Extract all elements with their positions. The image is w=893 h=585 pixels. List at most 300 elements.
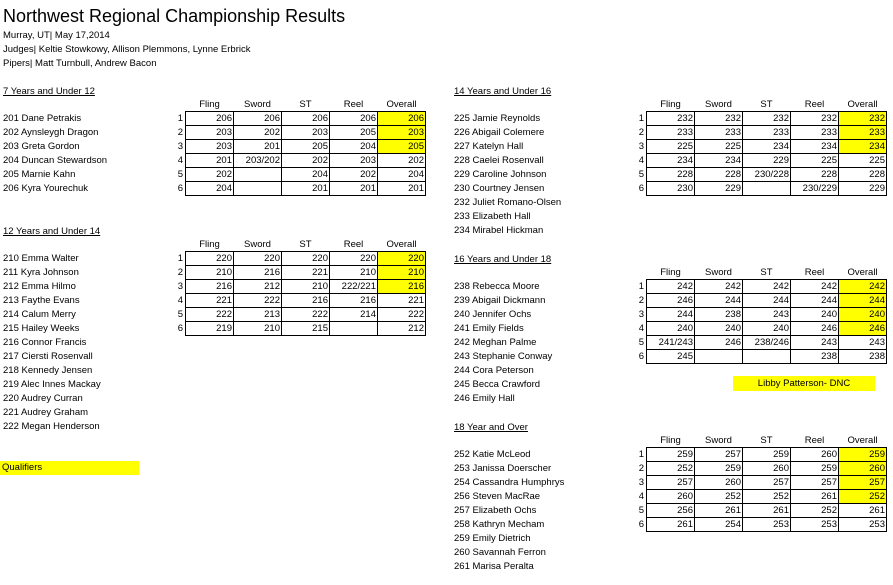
table-header-row bbox=[633, 266, 887, 280]
competitor-name: 220 Audrey Curran bbox=[3, 393, 83, 404]
score-cell-sword: 203/202 bbox=[234, 154, 282, 168]
competitor-name: 234 Mirabel Hickman bbox=[454, 225, 544, 236]
score-cell-reel: 238 bbox=[791, 350, 839, 364]
score-cell-overall: 228 bbox=[839, 168, 887, 182]
score-cell-overall: 246 bbox=[839, 322, 887, 336]
score-cell-sword: 225 bbox=[695, 140, 743, 154]
place-number: 2 bbox=[177, 267, 183, 278]
score-cell-overall: 222 bbox=[378, 308, 426, 322]
score-cell-st: 229 bbox=[743, 154, 791, 168]
place-number: 3 bbox=[638, 477, 644, 488]
score-cell-fling: 261 bbox=[647, 518, 695, 532]
score-cell-st: 201 bbox=[282, 182, 330, 196]
score-cell-reel: 214 bbox=[330, 308, 378, 322]
table-row bbox=[633, 448, 887, 462]
competitor-name: 215 Hailey Weeks bbox=[3, 323, 80, 334]
score-cell-reel: 242 bbox=[791, 280, 839, 294]
column-header-st: ST bbox=[760, 99, 773, 110]
score-cell-sword: 210 bbox=[234, 322, 282, 336]
placings-table bbox=[172, 98, 426, 196]
score-cell-fling: 256 bbox=[647, 504, 695, 518]
score-cell-st: 242 bbox=[743, 280, 791, 294]
score-cell-overall: 257 bbox=[839, 476, 887, 490]
score-cell-overall: 204 bbox=[378, 168, 426, 182]
score-cell-sword: 222 bbox=[234, 294, 282, 308]
score-cell-fling: 220 bbox=[186, 252, 234, 266]
table-row bbox=[633, 294, 887, 308]
column-header-reel: Reel bbox=[804, 435, 825, 446]
competitor-name: 242 Meghan Palme bbox=[454, 337, 537, 348]
score-cell-sword bbox=[695, 350, 743, 364]
score-cell-overall: 259 bbox=[839, 448, 887, 462]
section-title: 14 Years and Under 16 bbox=[454, 86, 552, 97]
place-number: 5 bbox=[177, 309, 183, 320]
score-cell-sword: 238 bbox=[695, 308, 743, 322]
score-cell-sword: 252 bbox=[695, 490, 743, 504]
score-cell-sword: 232 bbox=[695, 112, 743, 126]
score-cell-fling: 252 bbox=[647, 462, 695, 476]
score-cell-st: 252 bbox=[743, 490, 791, 504]
table-row bbox=[172, 154, 426, 168]
placings-table bbox=[633, 266, 887, 364]
competitor-name: 214 Calum Merry bbox=[3, 309, 76, 320]
score-cell-fling: 257 bbox=[647, 476, 695, 490]
column-header-sword: Sword bbox=[244, 99, 271, 110]
place-number: 4 bbox=[177, 295, 183, 306]
place-number: 2 bbox=[638, 295, 644, 306]
competitor-name: 238 Rebecca Moore bbox=[454, 281, 540, 292]
score-cell-st: 253 bbox=[743, 518, 791, 532]
competitor-name: 239 Abigail Dickmann bbox=[454, 295, 546, 306]
competitor-name: 221 Audrey Graham bbox=[3, 407, 89, 418]
column-header-fling: Fling bbox=[199, 99, 220, 110]
score-cell-fling: 222 bbox=[186, 308, 234, 322]
score-cell-overall: 206 bbox=[378, 112, 426, 126]
place-number: 3 bbox=[177, 281, 183, 292]
table-row bbox=[633, 126, 887, 140]
score-cell-overall: 212 bbox=[378, 322, 426, 336]
score-cell-fling: 242 bbox=[647, 280, 695, 294]
column-header-fling: Fling bbox=[660, 435, 681, 446]
column-header-reel: Reel bbox=[343, 99, 364, 110]
table-row bbox=[633, 140, 887, 154]
score-cell-sword: 257 bbox=[695, 448, 743, 462]
score-cell-st: 203 bbox=[282, 126, 330, 140]
place-number: 5 bbox=[177, 169, 183, 180]
score-cell-fling: 245 bbox=[647, 350, 695, 364]
score-cell-st: 205 bbox=[282, 140, 330, 154]
competitor-name: 211 Kyra Johnson bbox=[3, 267, 79, 278]
competitor-name: 243 Stephanie Conway bbox=[454, 351, 553, 362]
score-cell-fling: 230 bbox=[647, 182, 695, 196]
column-header-fling: Fling bbox=[199, 239, 220, 250]
score-cell-fling: 233 bbox=[647, 126, 695, 140]
score-cell-overall: 234 bbox=[839, 140, 887, 154]
column-header-fling: Fling bbox=[660, 267, 681, 278]
column-header-sword: Sword bbox=[705, 267, 732, 278]
place-number: 6 bbox=[638, 183, 644, 194]
score-cell-fling: 240 bbox=[647, 322, 695, 336]
place-number: 1 bbox=[177, 113, 183, 124]
score-cell-fling: 219 bbox=[186, 322, 234, 336]
competitor-name: 219 Alec Innes Mackay bbox=[3, 379, 101, 390]
score-cell-reel: 201 bbox=[330, 182, 378, 196]
competitor-name: 257 Elizabeth Ochs bbox=[454, 505, 537, 516]
place-number: 4 bbox=[638, 155, 644, 166]
score-cell-overall: 260 bbox=[839, 462, 887, 476]
table-header-row bbox=[633, 98, 887, 112]
table-header-row bbox=[633, 434, 887, 448]
score-cell-st: 261 bbox=[743, 504, 791, 518]
score-cell-st: 257 bbox=[743, 476, 791, 490]
place-number: 5 bbox=[638, 505, 644, 516]
competitor-name: 245 Becca Crawford bbox=[454, 379, 541, 390]
page-title: Northwest Regional Championship Results bbox=[3, 6, 346, 26]
competitor-name: 259 Emily Dietrich bbox=[454, 533, 531, 544]
score-cell-st bbox=[743, 350, 791, 364]
score-cell-overall: 202 bbox=[378, 154, 426, 168]
table-row bbox=[633, 168, 887, 182]
competitor-name: 228 Caelei Rosenvall bbox=[454, 155, 544, 166]
score-cell-overall: 233 bbox=[839, 126, 887, 140]
column-header-st: ST bbox=[299, 239, 312, 250]
competitor-name: 216 Connor Francis bbox=[3, 337, 87, 348]
score-cell-fling: 210 bbox=[186, 266, 234, 280]
place-number: 6 bbox=[177, 183, 183, 194]
score-cell-overall: 225 bbox=[839, 154, 887, 168]
score-cell-sword: 261 bbox=[695, 504, 743, 518]
score-cell-overall: 242 bbox=[839, 280, 887, 294]
score-cell-st bbox=[743, 182, 791, 196]
score-cell-sword: 228 bbox=[695, 168, 743, 182]
competitor-name: 201 Dane Petrakis bbox=[3, 113, 82, 124]
score-cell-sword bbox=[234, 182, 282, 196]
score-cell-sword: 259 bbox=[695, 462, 743, 476]
event-location-date: Murray, UT| May 17,2014 bbox=[3, 30, 110, 41]
qualifiers-legend: Qualifiers bbox=[0, 461, 139, 475]
table-row bbox=[633, 322, 887, 336]
score-cell-sword: 229 bbox=[695, 182, 743, 196]
table-row bbox=[633, 504, 887, 518]
score-cell-sword: 234 bbox=[695, 154, 743, 168]
place-number: 3 bbox=[638, 309, 644, 320]
score-cell-st: 222 bbox=[282, 308, 330, 322]
competitor-name: 254 Cassandra Humphrys bbox=[454, 477, 565, 488]
score-cell-reel: 210 bbox=[330, 266, 378, 280]
column-header-reel: Reel bbox=[343, 239, 364, 250]
header-spacer bbox=[633, 434, 647, 448]
place-number: 1 bbox=[638, 113, 644, 124]
score-cell-st: 232 bbox=[743, 112, 791, 126]
competitor-name: 230 Courtney Jensen bbox=[454, 183, 545, 194]
competitor-name: 232 Juliet Romano-Olsen bbox=[454, 197, 562, 208]
score-cell-overall: 201 bbox=[378, 182, 426, 196]
place-number: 4 bbox=[638, 491, 644, 502]
section-title: 12 Years and Under 14 bbox=[3, 226, 101, 237]
score-cell-sword: 240 bbox=[695, 322, 743, 336]
competitor-name: 233 Elizabeth Hall bbox=[454, 211, 531, 222]
column-header-overall: Overall bbox=[386, 99, 417, 110]
score-cell-sword: 202 bbox=[234, 126, 282, 140]
place-number: 5 bbox=[638, 337, 644, 348]
score-cell-overall: 243 bbox=[839, 336, 887, 350]
column-header-overall: Overall bbox=[386, 239, 417, 250]
table-row bbox=[172, 252, 426, 266]
column-header-st: ST bbox=[760, 267, 773, 278]
score-cell-fling: 228 bbox=[647, 168, 695, 182]
competitor-name: 217 Ciersti Rosenvall bbox=[3, 351, 93, 362]
competitor-name: 222 Megan Henderson bbox=[3, 421, 100, 432]
score-cell-reel: 244 bbox=[791, 294, 839, 308]
score-cell-reel: 260 bbox=[791, 448, 839, 462]
score-cell-st: 234 bbox=[743, 140, 791, 154]
competitor-name: 246 Emily Hall bbox=[454, 393, 515, 404]
pipers-line: Pipers| Matt Turnbull, Andrew Bacon bbox=[3, 58, 157, 69]
score-cell-st: 210 bbox=[282, 280, 330, 294]
column-header-overall: Overall bbox=[847, 435, 878, 446]
score-cell-st: 202 bbox=[282, 154, 330, 168]
table-row bbox=[633, 490, 887, 504]
table-row bbox=[172, 126, 426, 140]
column-header-overall: Overall bbox=[847, 99, 878, 110]
score-cell-reel: 206 bbox=[330, 112, 378, 126]
score-cell-overall: 238 bbox=[839, 350, 887, 364]
score-cell-reel: 216 bbox=[330, 294, 378, 308]
competitor-name: 227 Katelyn Hall bbox=[454, 141, 524, 152]
column-header-reel: Reel bbox=[804, 99, 825, 110]
score-cell-overall: 229 bbox=[839, 182, 887, 196]
place-number: 4 bbox=[177, 155, 183, 166]
place-number: 2 bbox=[638, 127, 644, 138]
table-row bbox=[633, 154, 887, 168]
header-spacer bbox=[172, 98, 186, 112]
score-cell-overall: 221 bbox=[378, 294, 426, 308]
judges-line: Judges| Keltie Stowkowy, Allison Plemmons, Lynne Erbrick bbox=[3, 44, 251, 55]
score-cell-sword: 242 bbox=[695, 280, 743, 294]
table-header-row bbox=[172, 98, 426, 112]
table-row bbox=[633, 308, 887, 322]
table-row bbox=[172, 294, 426, 308]
score-cell-st: 216 bbox=[282, 294, 330, 308]
score-cell-sword: 260 bbox=[695, 476, 743, 490]
score-cell-reel: 202 bbox=[330, 168, 378, 182]
score-cell-fling: 260 bbox=[647, 490, 695, 504]
score-cell-sword: 213 bbox=[234, 308, 282, 322]
table-row bbox=[172, 280, 426, 294]
table-row bbox=[172, 266, 426, 280]
score-cell-overall: 253 bbox=[839, 518, 887, 532]
competitor-name: 260 Savannah Ferron bbox=[454, 547, 546, 558]
score-cell-overall: 252 bbox=[839, 490, 887, 504]
score-cell-overall: 203 bbox=[378, 126, 426, 140]
score-cell-fling: 234 bbox=[647, 154, 695, 168]
score-cell-st: 238/246 bbox=[743, 336, 791, 350]
score-cell-fling: 202 bbox=[186, 168, 234, 182]
score-cell-fling: 259 bbox=[647, 448, 695, 462]
score-cell-st: 233 bbox=[743, 126, 791, 140]
score-cell-reel: 257 bbox=[791, 476, 839, 490]
column-header-sword: Sword bbox=[705, 435, 732, 446]
table-row bbox=[633, 280, 887, 294]
competitor-name: 212 Emma Hilmo bbox=[3, 281, 76, 292]
score-cell-overall: 261 bbox=[839, 504, 887, 518]
score-cell-overall: 210 bbox=[378, 266, 426, 280]
score-cell-sword: 220 bbox=[234, 252, 282, 266]
place-number: 1 bbox=[638, 281, 644, 292]
score-cell-st: 243 bbox=[743, 308, 791, 322]
score-cell-fling: 232 bbox=[647, 112, 695, 126]
score-cell-sword: 201 bbox=[234, 140, 282, 154]
table-row bbox=[633, 336, 887, 350]
score-cell-reel: 253 bbox=[791, 518, 839, 532]
table-row bbox=[633, 462, 887, 476]
score-cell-overall: 216 bbox=[378, 280, 426, 294]
score-cell-fling: 244 bbox=[647, 308, 695, 322]
competitor-name: 244 Cora Peterson bbox=[454, 365, 534, 376]
table-row bbox=[172, 112, 426, 126]
place-number: 1 bbox=[177, 253, 183, 264]
competitor-name: 256 Steven MacRae bbox=[454, 491, 541, 502]
score-cell-st: 260 bbox=[743, 462, 791, 476]
table-row bbox=[633, 476, 887, 490]
competitor-name: 240 Jennifer Ochs bbox=[454, 309, 532, 320]
score-cell-st: 204 bbox=[282, 168, 330, 182]
score-cell-st: 240 bbox=[743, 322, 791, 336]
header-spacer bbox=[172, 238, 186, 252]
score-cell-st: 221 bbox=[282, 266, 330, 280]
score-cell-fling: 241/243 bbox=[647, 336, 695, 350]
competitor-name: 210 Emma Walter bbox=[3, 253, 79, 264]
score-cell-reel: 234 bbox=[791, 140, 839, 154]
table-row bbox=[172, 308, 426, 322]
competitor-name: 258 Kathryn Mecham bbox=[454, 519, 545, 530]
place-number: 2 bbox=[177, 127, 183, 138]
score-cell-fling: 216 bbox=[186, 280, 234, 294]
score-cell-fling: 203 bbox=[186, 140, 234, 154]
score-cell-reel: 222/221 bbox=[330, 280, 378, 294]
score-cell-sword: 246 bbox=[695, 336, 743, 350]
score-cell-reel: 220 bbox=[330, 252, 378, 266]
score-cell-sword bbox=[234, 168, 282, 182]
column-header-overall: Overall bbox=[847, 267, 878, 278]
placings-table bbox=[633, 434, 887, 532]
score-cell-reel: 246 bbox=[791, 322, 839, 336]
score-cell-reel: 230/229 bbox=[791, 182, 839, 196]
score-cell-st: 220 bbox=[282, 252, 330, 266]
place-number: 5 bbox=[638, 169, 644, 180]
section-title: 18 Year and Over bbox=[454, 422, 528, 433]
score-cell-sword: 254 bbox=[695, 518, 743, 532]
score-cell-reel: 261 bbox=[791, 490, 839, 504]
competitor-name: 205 Marnie Kahn bbox=[3, 169, 76, 180]
competitor-name: 261 Marisa Peralta bbox=[454, 561, 534, 572]
score-cell-reel: 259 bbox=[791, 462, 839, 476]
score-cell-reel: 240 bbox=[791, 308, 839, 322]
score-cell-reel: 225 bbox=[791, 154, 839, 168]
competitor-name: 202 Aynsleygh Dragon bbox=[3, 127, 99, 138]
score-cell-reel: 252 bbox=[791, 504, 839, 518]
score-cell-st: 215 bbox=[282, 322, 330, 336]
column-header-fling: Fling bbox=[660, 99, 681, 110]
score-cell-fling: 246 bbox=[647, 294, 695, 308]
competitor-name: 226 Abigail Colemere bbox=[454, 127, 545, 138]
score-cell-fling: 206 bbox=[186, 112, 234, 126]
competitor-name: 253 Janissa Doerscher bbox=[454, 463, 552, 474]
competitor-name: 252 Katie McLeod bbox=[454, 449, 531, 460]
table-row bbox=[172, 140, 426, 154]
competitor-name: 213 Faythe Evans bbox=[3, 295, 80, 306]
placings-table bbox=[172, 238, 426, 336]
score-cell-reel: 205 bbox=[330, 126, 378, 140]
place-number: 6 bbox=[638, 351, 644, 362]
score-cell-sword: 216 bbox=[234, 266, 282, 280]
table-row bbox=[633, 350, 887, 364]
header-spacer bbox=[633, 98, 647, 112]
score-cell-fling: 225 bbox=[647, 140, 695, 154]
score-cell-fling: 201 bbox=[186, 154, 234, 168]
score-cell-fling: 221 bbox=[186, 294, 234, 308]
score-cell-reel: 233 bbox=[791, 126, 839, 140]
competitor-name: 206 Kyra Yourechuk bbox=[3, 183, 89, 194]
score-cell-sword: 233 bbox=[695, 126, 743, 140]
column-header-sword: Sword bbox=[705, 99, 732, 110]
table-row bbox=[633, 182, 887, 196]
dnc-note: Libby Patterson- DNC bbox=[733, 376, 875, 391]
competitor-name: 225 Jamie Reynolds bbox=[454, 113, 541, 124]
place-number: 4 bbox=[638, 323, 644, 334]
score-cell-overall: 220 bbox=[378, 252, 426, 266]
score-cell-reel: 228 bbox=[791, 168, 839, 182]
column-header-st: ST bbox=[760, 435, 773, 446]
place-number: 1 bbox=[638, 449, 644, 460]
score-cell-fling: 204 bbox=[186, 182, 234, 196]
score-cell-st: 259 bbox=[743, 448, 791, 462]
score-cell-reel: 232 bbox=[791, 112, 839, 126]
table-row bbox=[633, 112, 887, 126]
column-header-st: ST bbox=[299, 99, 312, 110]
table-row bbox=[633, 518, 887, 532]
score-cell-sword: 244 bbox=[695, 294, 743, 308]
place-number: 2 bbox=[638, 463, 644, 474]
header-spacer bbox=[633, 266, 647, 280]
place-number: 6 bbox=[177, 323, 183, 334]
score-cell-st: 244 bbox=[743, 294, 791, 308]
column-header-reel: Reel bbox=[804, 267, 825, 278]
score-cell-reel: 203 bbox=[330, 154, 378, 168]
score-cell-fling: 203 bbox=[186, 126, 234, 140]
placings-table bbox=[633, 98, 887, 196]
section-title: 7 Years and Under 12 bbox=[3, 86, 95, 97]
competitor-name: 241 Emily Fields bbox=[454, 323, 524, 334]
score-cell-overall: 232 bbox=[839, 112, 887, 126]
competitor-name: 204 Duncan Stewardson bbox=[3, 155, 108, 166]
score-cell-reel: 243 bbox=[791, 336, 839, 350]
score-cell-overall: 244 bbox=[839, 294, 887, 308]
score-cell-overall: 240 bbox=[839, 308, 887, 322]
table-row bbox=[172, 322, 426, 336]
column-header-sword: Sword bbox=[244, 239, 271, 250]
score-cell-sword: 212 bbox=[234, 280, 282, 294]
competitor-name: 218 Kennedy Jensen bbox=[3, 365, 93, 376]
score-cell-reel bbox=[330, 322, 378, 336]
table-row bbox=[172, 168, 426, 182]
score-cell-sword: 206 bbox=[234, 112, 282, 126]
score-cell-overall: 205 bbox=[378, 140, 426, 154]
competitor-name: 229 Caroline Johnson bbox=[454, 169, 547, 180]
competitor-name: 203 Greta Gordon bbox=[3, 141, 80, 152]
table-row bbox=[172, 182, 426, 196]
place-number: 3 bbox=[638, 141, 644, 152]
